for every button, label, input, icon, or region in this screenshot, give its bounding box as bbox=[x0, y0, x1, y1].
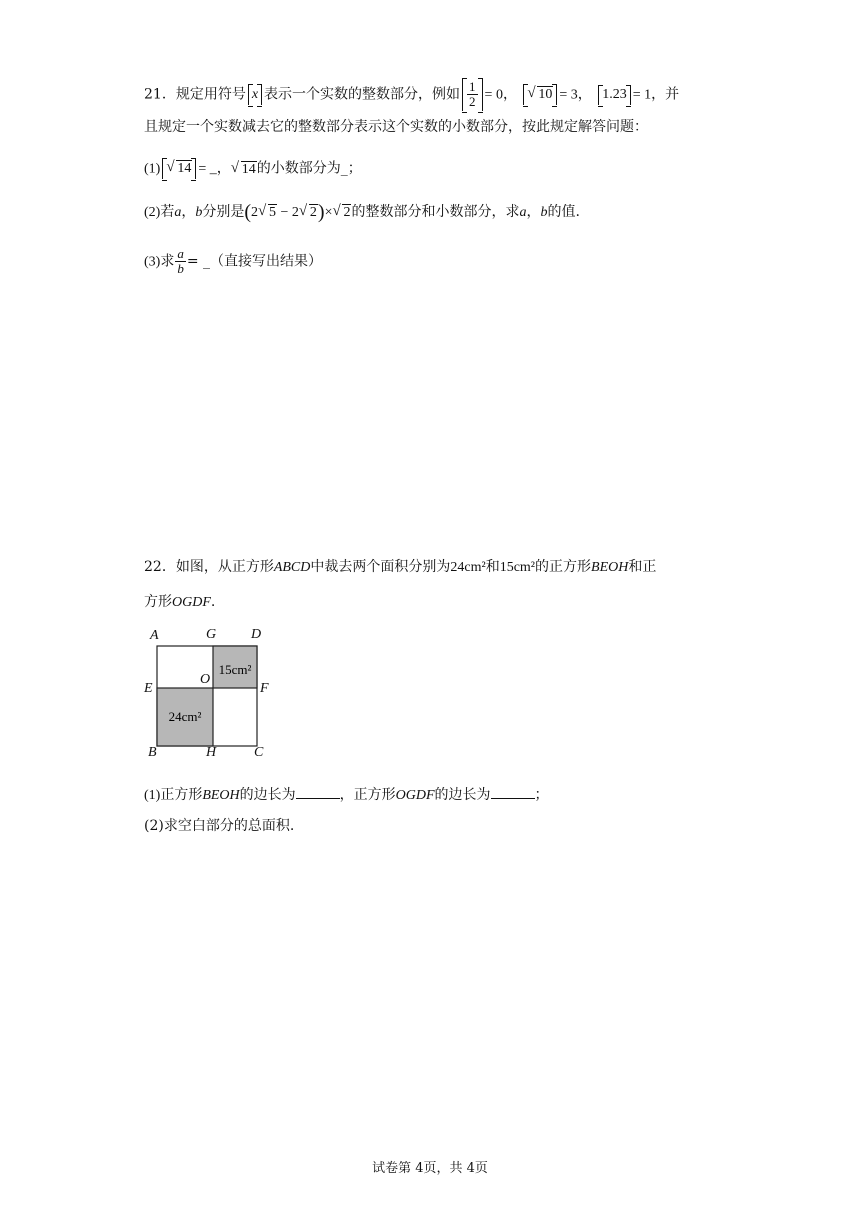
bracket-half: $\frac{1}{2}$ bbox=[462, 78, 483, 111]
bracket-123: 1.23 bbox=[598, 85, 631, 105]
sqrt14: √ 14 bbox=[231, 160, 257, 180]
q21-intro-b: 表示一个实数的整数部分，例如 bbox=[264, 86, 461, 103]
vertex-o: O bbox=[200, 672, 211, 687]
page-footer: 试卷第 4页，共 4页 bbox=[372, 1161, 488, 1176]
vertex-f: F bbox=[260, 681, 269, 696]
square-figure bbox=[142, 624, 282, 764]
q21-part3: (3)求 $\frac{a}{b}$ = _（直接写出结果） bbox=[144, 246, 323, 276]
vertex-h: H bbox=[206, 745, 217, 760]
q21-number: 21． bbox=[144, 86, 176, 103]
label-24cm2: 24cm² bbox=[168, 709, 202, 724]
q21-line1 bbox=[144, 78, 679, 111]
q22-part1: (1)正方形BEOH的边长为 ，正方形OGDF的边长为 ； bbox=[144, 784, 549, 806]
vertex-g: G bbox=[206, 627, 217, 642]
bracket-sqrt14: √ 14 bbox=[162, 158, 196, 179]
q22-part2: (2)求空白部分的总面积. bbox=[144, 818, 295, 834]
q21-line2: 且规定一个实数减去它的整数部分表示这个实数的小数部分，按此规定解答问题： bbox=[144, 119, 648, 135]
q21-intro-a: 规定用符号 bbox=[175, 86, 246, 103]
q21-ex1-rhs: = 0， bbox=[484, 87, 517, 103]
vertex-c: C bbox=[254, 745, 264, 760]
vertex-e: E bbox=[144, 681, 153, 696]
q21-ex3-rhs: = 1，并 bbox=[632, 87, 680, 103]
q22-line2: 方形OGDF. bbox=[144, 594, 216, 610]
vertex-a: A bbox=[150, 628, 159, 643]
bracket-x: x bbox=[248, 84, 262, 105]
vertex-d: D bbox=[251, 627, 262, 642]
label-15cm2: 15cm² bbox=[218, 662, 252, 677]
q21-ex2-rhs: = 3， bbox=[559, 87, 592, 103]
bracket-sqrt10: √ 10 bbox=[523, 84, 557, 105]
answer-blank-1[interactable] bbox=[296, 784, 340, 799]
q22-line1: 22．如图，从正方形ABCD中裁去两个面积分别为24cm²和15cm²的正方形BEOH和正 bbox=[144, 559, 657, 575]
answer-blank-2[interactable] bbox=[491, 784, 535, 799]
q21-part2: (2)若a，b分别是(2√ 5 − 2√ 2)×√ 2的整数部分和小数部分，求a，b的值. bbox=[144, 202, 580, 223]
vertex-b: B bbox=[148, 745, 157, 760]
q21-part1: (1)√ 14 = _，√ 14的小数部分为_； bbox=[144, 158, 362, 180]
